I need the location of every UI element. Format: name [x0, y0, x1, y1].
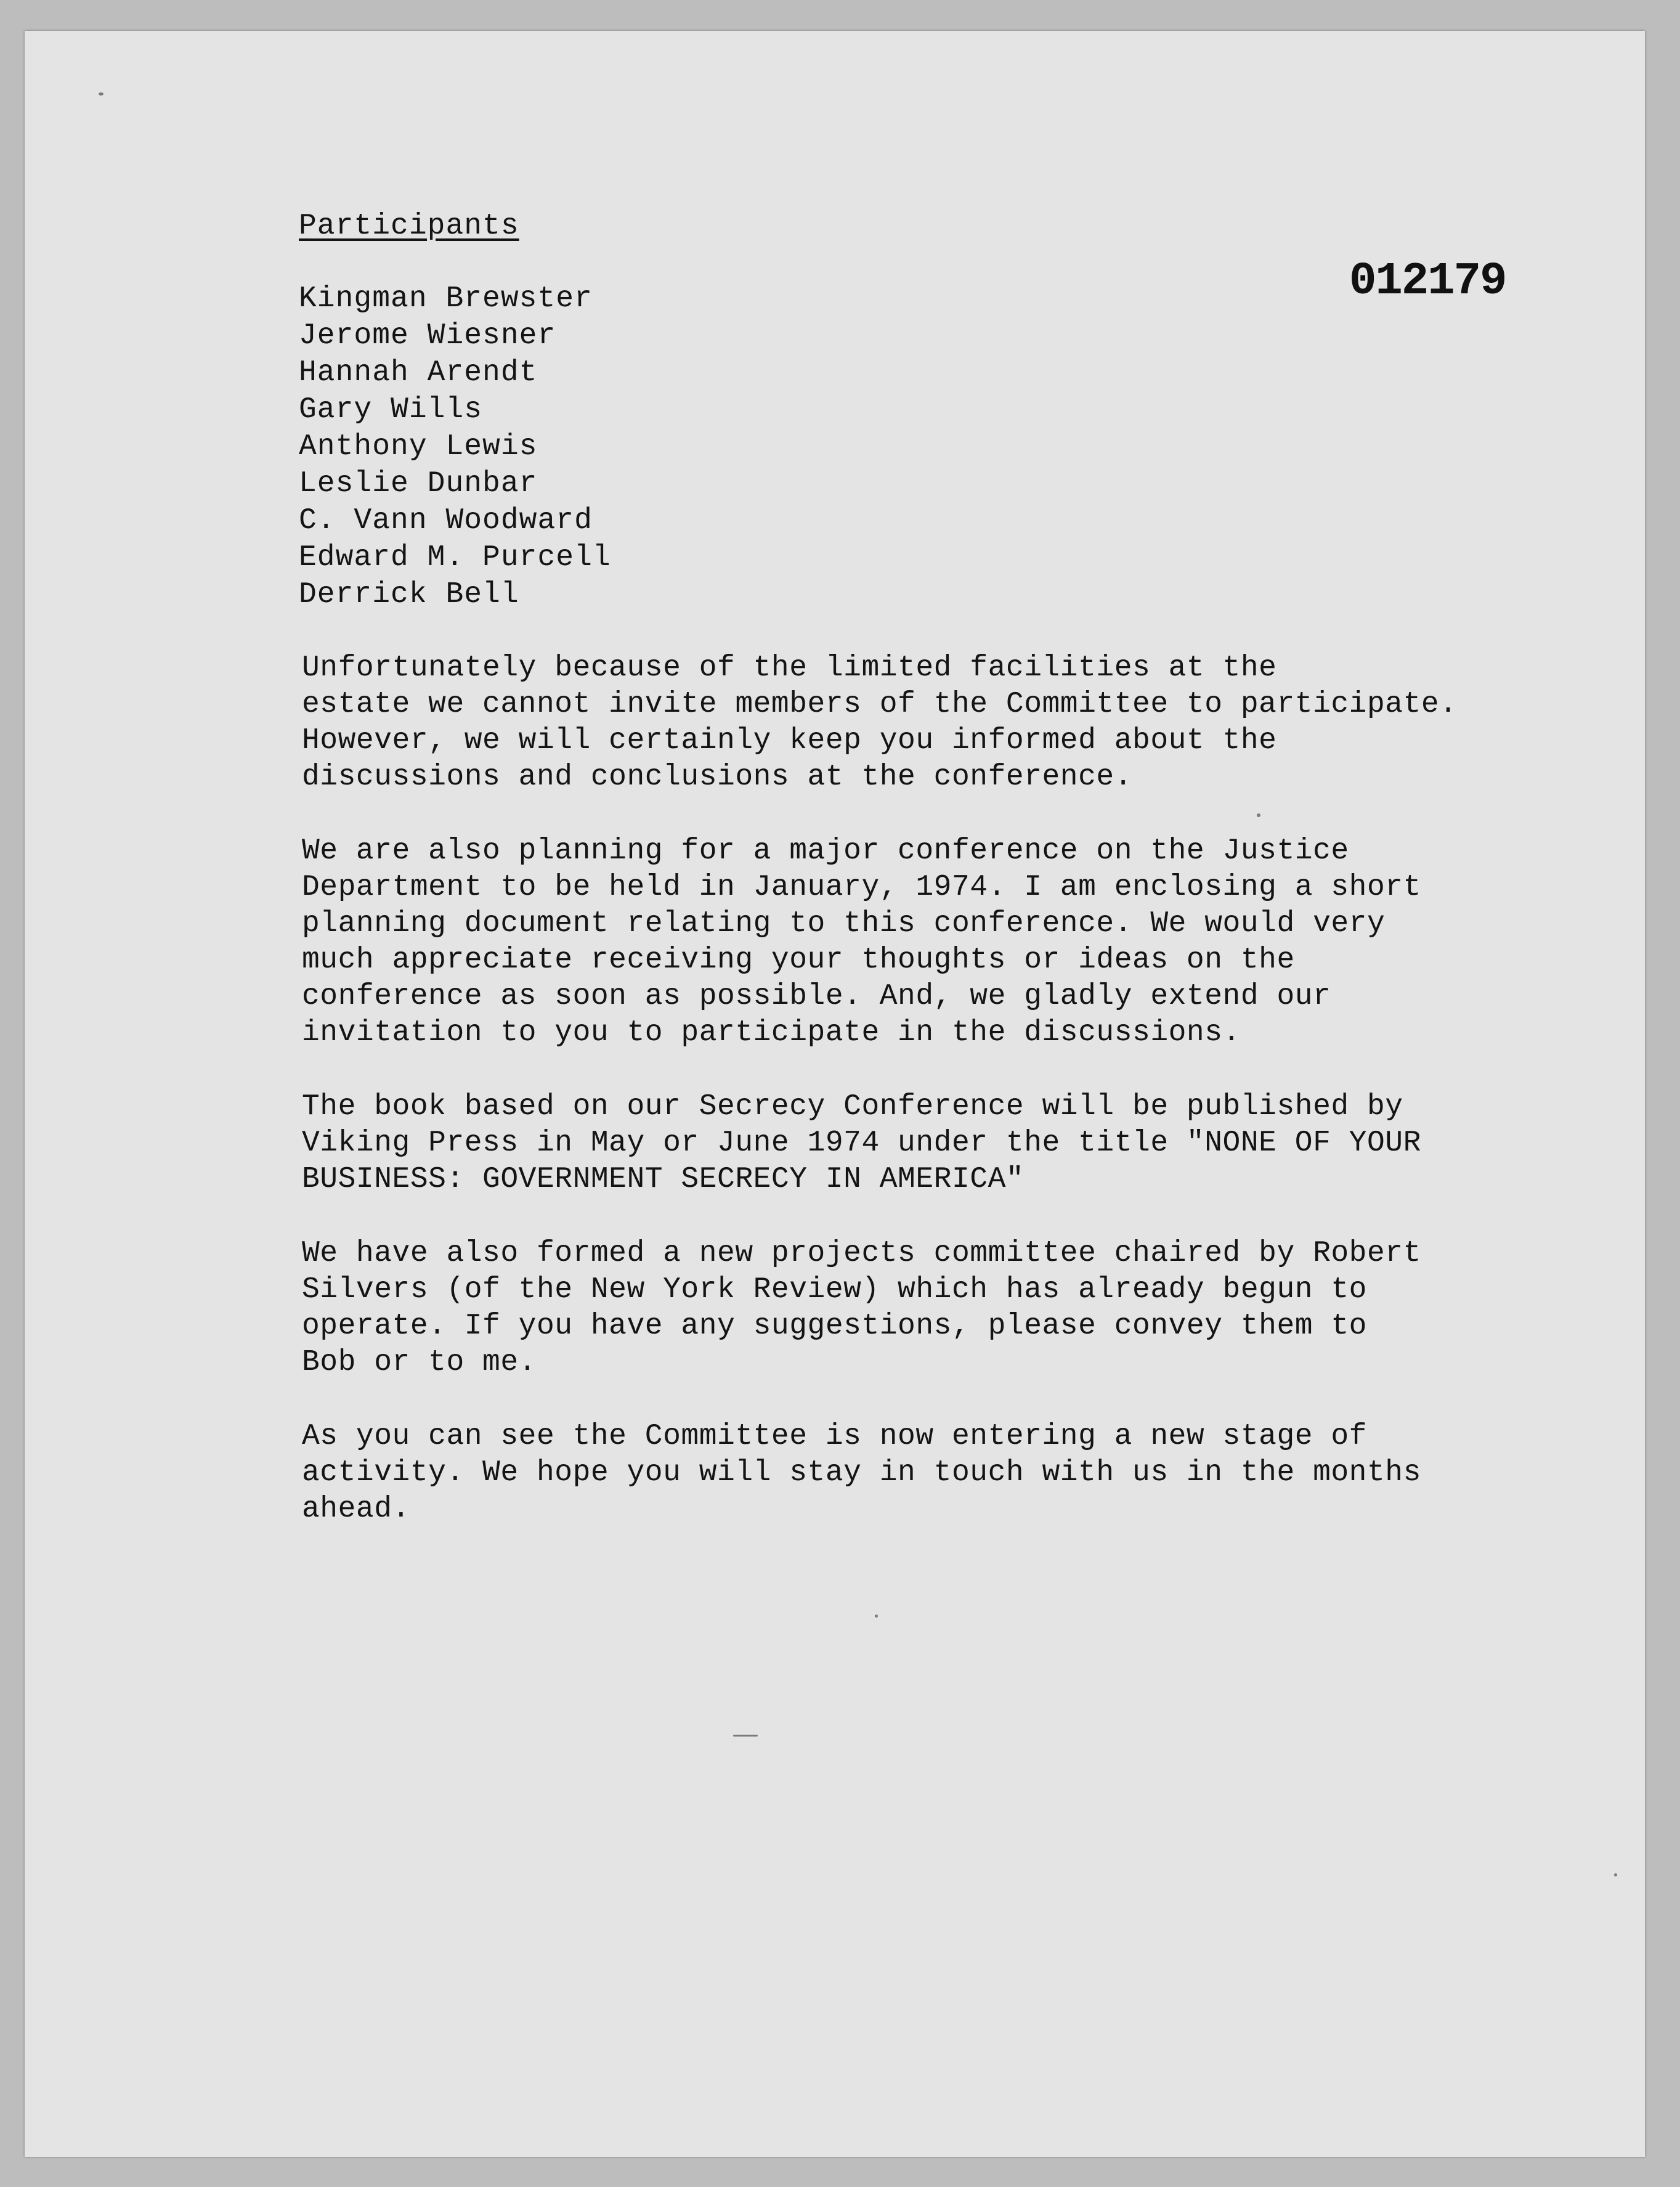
paragraph-facilities: Unfortunately because of the limited facilities at the estate we cannot invite members of the Committee to participate. However, we will certainly keep you informed about the discussions and conclusions at the conference.: [302, 651, 1458, 794]
participant-name: Edward M. Purcell: [299, 541, 611, 574]
paragraph-projects-committee: We have also formed a new projects committee chaired by Robert Silvers (of the New York Review) which has already begun to operate. If you have any suggestions, please convey them to Bob or to me.: [302, 1237, 1421, 1379]
participant-name: Hannah Arendt: [299, 356, 538, 389]
participant-name: C. Vann Woodward: [299, 504, 593, 537]
participants-heading: Participants: [299, 210, 519, 243]
paragraph-closing: As you can see the Committee is now entering a new stage of activity. We hope you will stay in touch with us in the months ahead.: [302, 1420, 1421, 1526]
participant-name: Gary Wills: [299, 393, 483, 426]
paper-speck: [1614, 1873, 1617, 1876]
paper-speck: [1257, 813, 1260, 817]
participant-name: Jerome Wiesner: [299, 319, 556, 352]
paper-speck: [99, 92, 103, 96]
participant-name: Derrick Bell: [299, 578, 519, 611]
document-page: [25, 31, 1645, 2157]
participant-name: Anthony Lewis: [299, 430, 538, 463]
paper-speck: [733, 1735, 758, 1737]
paper-speck: [875, 1615, 878, 1618]
paragraph-secrecy-book: The book based on our Secrecy Conference will be published by Viking Press in May or June 1974 under the title "NONE OF YOUR BUSINESS: GOVERNMENT SECRECY IN AMERICA": [302, 1090, 1421, 1196]
letter-body: [302, 650, 1583, 1565]
participant-name: Leslie Dunbar: [299, 467, 538, 500]
participant-list: [299, 280, 611, 613]
paragraph-justice-conference: We are also planning for a major conference on the Justice Department to be held in January, 1974. I am enclosing a short planning document relating to this conference. We would very much appreciate receiving your thoughts or ideas on the conference as soon as possible. And, we gladly extend our invitation to you to participate in the discussions.: [302, 834, 1421, 1049]
document-stamp-number: 012179: [1349, 256, 1506, 307]
participant-name: Kingman Brewster: [299, 282, 593, 316]
